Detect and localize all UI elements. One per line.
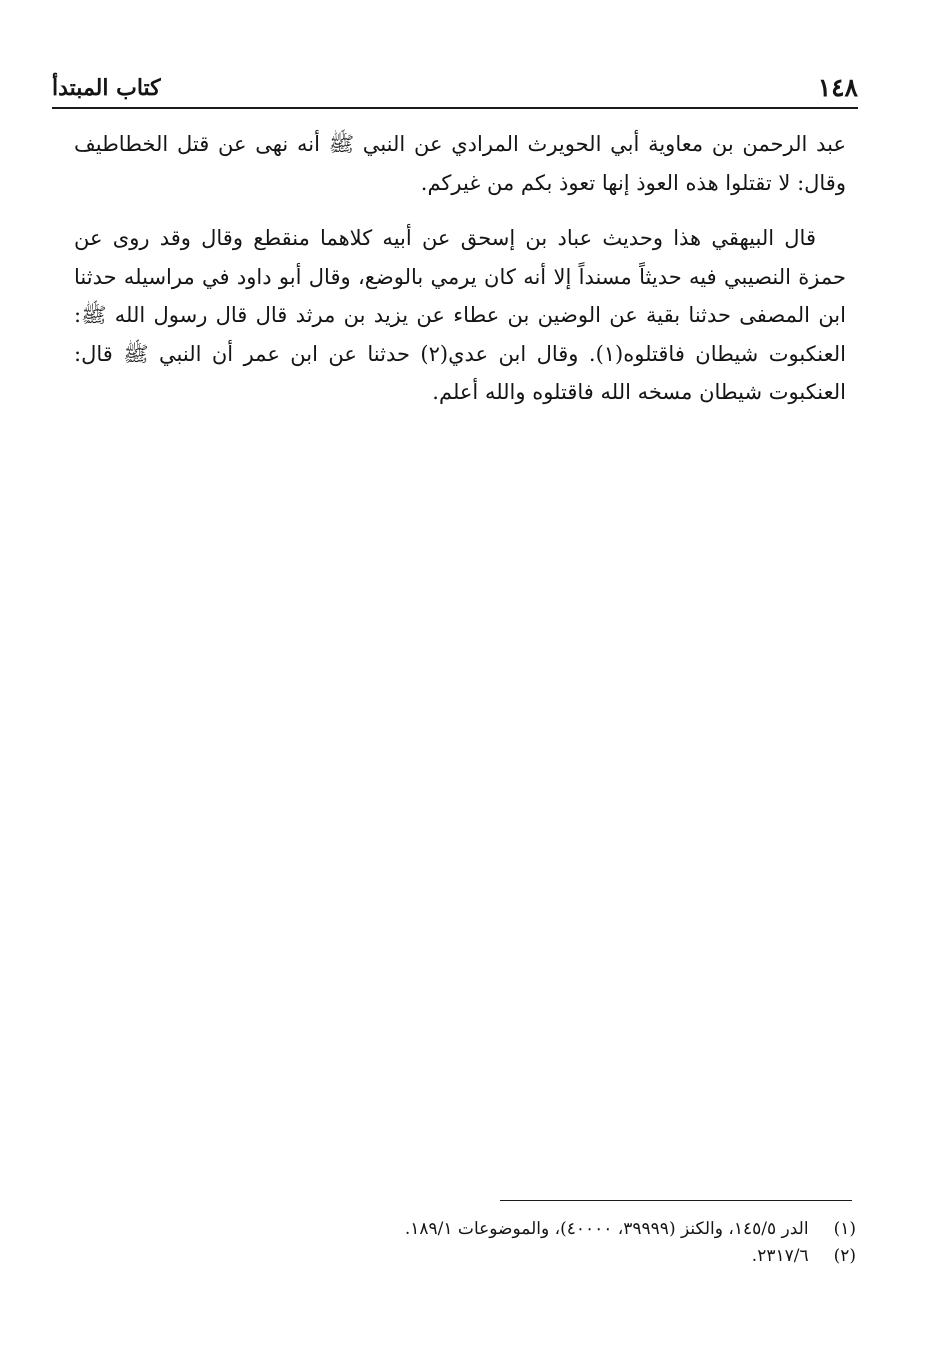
footnote [240,1243,856,1270]
footnote-text: ٢٣١٧/٦. [751,1246,809,1266]
footnote [240,1216,856,1243]
paragraph: قال البيهقي هذا وحديث عباد بن إسحق عن أبيه كلاهما منقطع وقال وقد روى عن حمزة النصيبي فيه حديثاً مسنداً إلا أنه كان يرمي بالوضع، وقال أبو داود في مراسيله حدثنا ابن المصفى حدثنا بقية عن الوضين بن عطاء عن يزيد بن مرثد قال قال رسول الله ﷺ: العنكبوت شيطان فاقتلوه(١). وقال ابن عدي(٢) حدثنا عن ابن عمر أن النبي ﷺ قال: العنكبوت شيطان مسخه الله فاقتلوه والله أعلم. [74,226,846,404]
page-number: ١٤٨ [817,73,858,102]
running-title: كتاب المبتدأ [52,75,161,101]
footnotes [240,1216,856,1270]
paragraph: عبد الرحمن بن معاوية أبي الحويرث المرادي عن النبي ﷺ أنه نهى عن قتل الخطاطيف وقال: لا تقتلوا هذه العوذ إنها تعوذ بكم من غيركم. [74,132,846,195]
footnote-text: الدر ١٤٥/٥، والكنز (٣٩٩٩٩، ٤٠٠٠٠)، والموضوعات ١٨٩/١. [404,1219,809,1239]
header-rule [52,107,858,109]
footnote-number: (٢) [833,1246,856,1266]
page-header [52,70,858,106]
main-text [74,125,846,412]
footnote-rule [500,1200,852,1201]
footnote-number: (١) [833,1219,856,1239]
